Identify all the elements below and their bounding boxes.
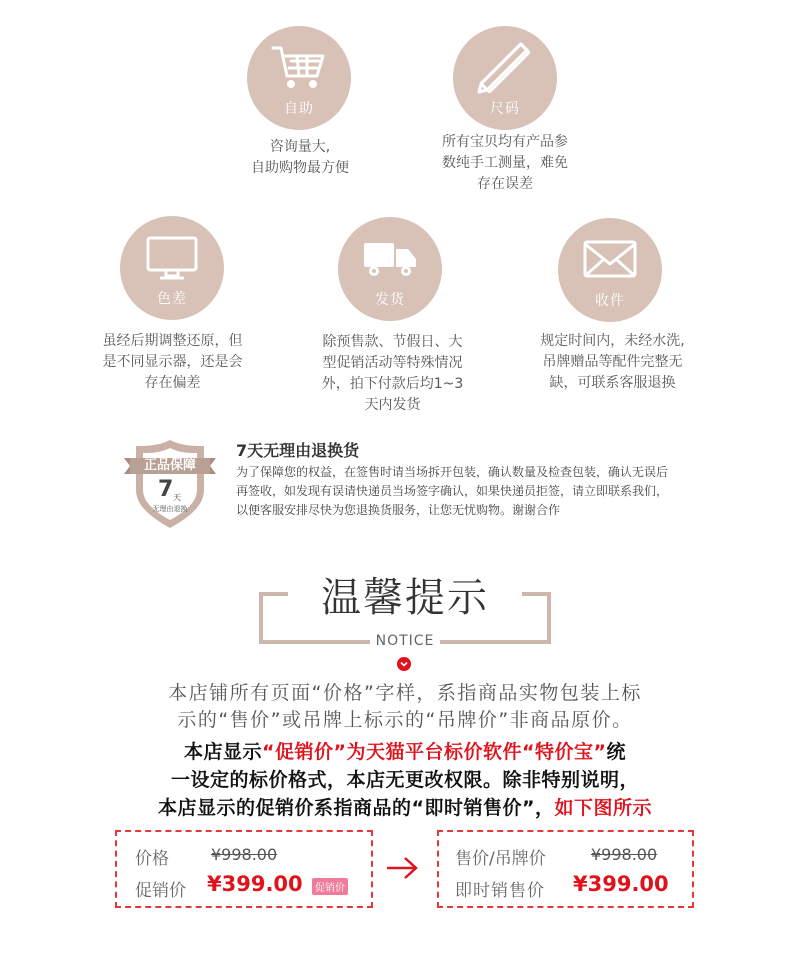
shopping-cart-icon — [269, 38, 329, 98]
price-box-tmall — [115, 830, 373, 908]
feature-label: 收件 — [595, 293, 625, 309]
feature-circle — [338, 217, 442, 321]
truck-icon — [360, 229, 420, 289]
guarantee-title: 7天无理由退换货 — [236, 441, 360, 460]
feature-circle — [453, 26, 557, 130]
original-price: ¥998.00 — [211, 845, 278, 864]
promo-price: ¥399.00 — [207, 872, 303, 896]
notice-subtitle: NOTICE — [375, 633, 435, 649]
feature-desc: 咨询量大, 自助购物最方便 — [251, 139, 349, 176]
badge-unit: 天 — [173, 493, 181, 502]
badge-number: 7 — [158, 477, 174, 502]
badge-sub: 无理由退换 — [152, 505, 188, 513]
price-box-explained — [437, 830, 694, 908]
feature-circle — [558, 218, 662, 322]
promo-price-label: 促销价 — [135, 881, 186, 901]
price-label: 价格 — [135, 849, 169, 869]
feature-label: 尺码 — [490, 101, 520, 117]
price-label: 售价/吊牌价 — [455, 849, 546, 869]
guarantee-badge — [120, 434, 220, 534]
badge-title: 正品保障 — [143, 458, 196, 473]
instant-price-label: 即时销售价 — [455, 881, 545, 901]
instant-price: ¥399.00 — [573, 872, 669, 896]
feature-circle — [247, 26, 351, 130]
chevron-down-icon — [397, 657, 411, 671]
feature-desc: 所有宝贝均有产品参 数纯手工测量，难免 存在误差 — [442, 134, 568, 192]
feature-label: 色差 — [157, 291, 187, 307]
notice-title: 温馨提示 — [321, 575, 489, 621]
arrow-right-icon — [385, 854, 419, 882]
notice-paragraph-1: 本店铺所有页面“价格”字样，系指商品实物包装上标 示的“售价”或吊牌上标示的“吊牌价”非商品原价。 — [168, 682, 642, 731]
original-price: ¥998.00 — [591, 845, 658, 864]
feature-desc: 虽经后期调整还原，但 是不同显示器，还是会 存在偏差 — [102, 333, 243, 391]
promo-tag: 促销价 — [312, 878, 348, 895]
feature-desc: 规定时间内，未经水洗, 吊牌赠品等配件完整无 缺，可联系客服退换 — [540, 333, 685, 391]
feature-label: 发货 — [375, 292, 405, 308]
guarantee-text: 为了保障您的权益，在签售时请当场拆开包装，确认数量及检查包装，确认无误后 再签收，如发现有误请快递员当场签字确认，如果快递员拒签，请立即联系我们， 以便客服安排尽快为您退换货服务，让您无忧购物。谢谢合作 — [236, 465, 669, 517]
envelope-icon — [580, 230, 640, 290]
monitor-icon — [142, 228, 202, 288]
feature-circle — [120, 216, 224, 320]
notice-paragraph-2: 本店显示“促销价”为天猫平台标价软件“特价宝”统 一设定的标价格式，本店无更改权限。除非特别说明， 本店显示的促销价系指商品的“即时销售价”，如下图所示 — [158, 741, 652, 819]
ruler-pencil-icon — [475, 38, 535, 98]
feature-label: 自助 — [284, 101, 314, 117]
feature-desc: 除预售款、节假日、大 型促销活动等特殊情况 外，拍下付款后均1~3 天内发货 — [321, 334, 464, 413]
